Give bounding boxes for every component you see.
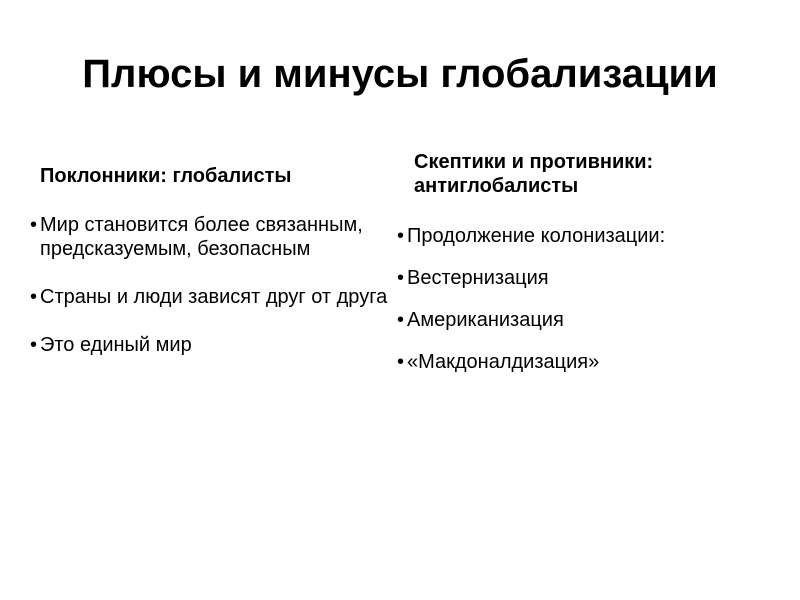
bullet-icon: • bbox=[397, 351, 405, 373]
supporters-item-text: Мир становится более связанным, предсказуемым, безопасным bbox=[40, 214, 363, 260]
opponents-list-item bbox=[397, 266, 767, 290]
opponents-item-text: «Макдоналдизация» bbox=[407, 351, 600, 373]
supporters-item-text: Страны и люди зависят друг от друга bbox=[40, 286, 388, 308]
supporters-item-text: Это единый мир bbox=[40, 334, 192, 356]
supporters-list-item bbox=[30, 333, 400, 357]
supporters-list-item bbox=[30, 285, 400, 309]
bullet-icon: • bbox=[30, 214, 38, 236]
supporters-list bbox=[30, 213, 400, 357]
opponents-list-item bbox=[397, 308, 767, 332]
supporters-list-item bbox=[30, 213, 400, 261]
opponents-list-item bbox=[397, 350, 767, 374]
supporters-heading: Поклонники: глобалисты bbox=[40, 165, 292, 187]
opponents-list bbox=[397, 224, 767, 374]
opponents-heading bbox=[414, 150, 653, 198]
bullet-icon: • bbox=[397, 309, 405, 331]
bullet-icon: • bbox=[397, 267, 405, 289]
slide-title: Плюсы и минусы глобализации bbox=[82, 52, 718, 96]
bullet-icon: • bbox=[30, 334, 38, 356]
opponents-heading-line2: антиглобалисты bbox=[414, 175, 579, 197]
opponents-item-text: Американизация bbox=[407, 309, 564, 331]
opponents-item-text: Вестернизация bbox=[407, 267, 549, 289]
bullet-icon: • bbox=[397, 225, 405, 247]
opponents-item-text: Продолжение колонизации: bbox=[407, 225, 666, 247]
opponents-heading-line1: Скептики и противники: bbox=[414, 151, 654, 173]
opponents-list-item bbox=[397, 224, 767, 248]
bullet-icon: • bbox=[30, 286, 38, 308]
